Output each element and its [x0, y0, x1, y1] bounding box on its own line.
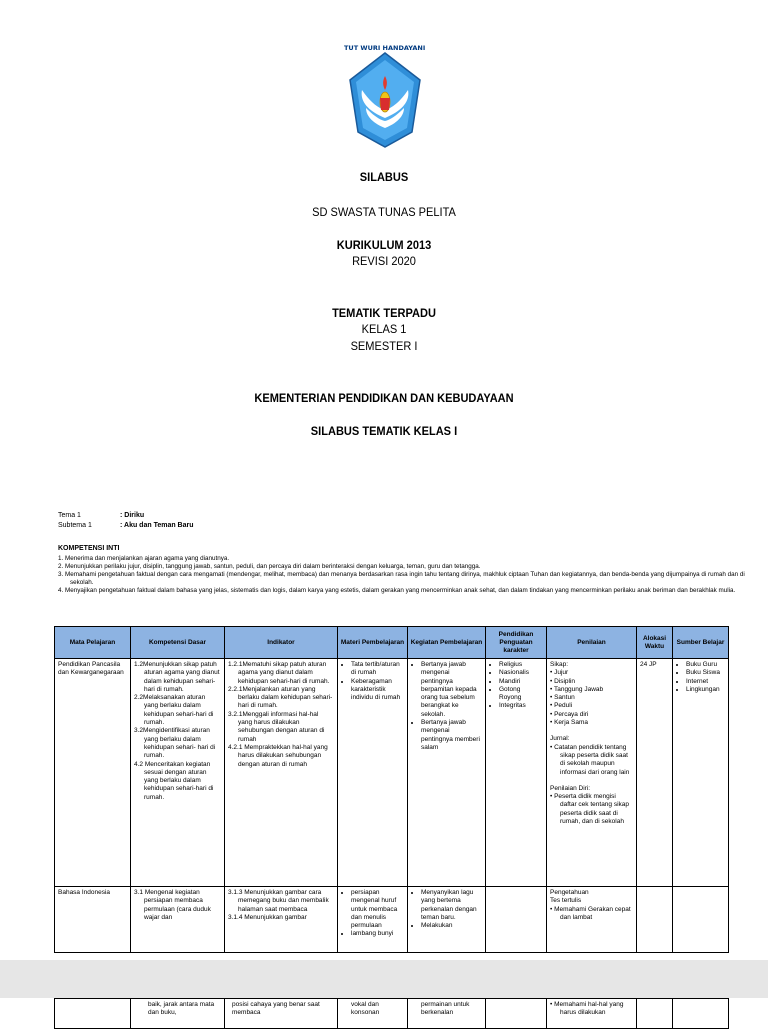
kd-cell: 3.1 Mengenal kegiatan persiapan membaca permulaan (cara duduk wajar dan — [131, 887, 225, 953]
indikator-cell: 1.2.1Mematuhi sikap patuh aturan agama yang dianut dalam kehidupan sehari-hari di rumah. 2.2.1Menjalankan aturan yang berlaku dalam kehidupan sehari-hari di rumah. 3.2.1Menggali informasi hal-hal yang harus dilakukan sehubungan dengan aturan di rumah 4.2.1 Mempraktekkan hal-hal yang harus dilakukan sehubungan dengan aturan di rumah — [225, 659, 338, 887]
curriculum-label: KURIKULUM 2013 — [336, 238, 432, 252]
mapel-cell — [55, 999, 131, 1029]
document-page-2 — [0, 998, 768, 1024]
ki-item: 1. Menerima dan menjalankan ajaran agama yang dianutnya. — [58, 555, 230, 562]
materi-cell: • persiapan mengenal huruf untuk membaca dan menulis permulaan • lambang bunyi — [338, 887, 408, 953]
theme-type-label: TEMATIK TERPADU — [332, 306, 436, 320]
karakter-cell — [486, 999, 547, 1029]
syllabus-table-continued — [54, 998, 729, 1029]
revision-label: REVISI 2020 — [352, 254, 416, 268]
indikator-cell: 3.1.3 Menunjukkan gambar cara memegang buku dan membalik halaman saat membaca 3.1.4 Menunjukkan gambar — [225, 887, 338, 953]
col-header: Mata Pelajaran — [55, 627, 131, 659]
karakter-cell: • Religius • Nasionalis • Mandiri • Gotong Royong • Integritas — [486, 659, 547, 887]
sumber-cell — [673, 999, 729, 1029]
col-header: Indikator — [225, 627, 338, 659]
materi-cell: • Tata tertib/aturan di rumah • Keberagaman karakteristik individu di rumah — [338, 659, 408, 887]
document-title: SILABUS — [359, 170, 409, 184]
subtema-row — [58, 522, 194, 529]
subtema-value: : Aku dan Teman Baru — [120, 522, 194, 529]
page-separator — [0, 960, 768, 998]
karakter-cell — [486, 887, 547, 953]
logo-motto: TUT WURI HANDAYANI — [344, 44, 426, 52]
tut-wuri-handayani-emblem-icon — [344, 44, 426, 150]
tema-value: : Diriku — [120, 512, 145, 519]
kegiatan-cell: • Bertanya jawab mengenai pentingnya berpamitan kepada orang tua sebelum berangkat ke sekolah. • Bertanya jawab mengenai pentingnya memberi salam — [408, 659, 486, 887]
syllabus-table — [54, 626, 729, 953]
kd-cell: 1.2Menunjukkan sikap patuh aturan agama yang dianut dalam kehidupan sehari-hari di rumah. 2.2Melaksanakan aturan yang berlaku dalam kehidupan sehari-hari di rumah. 3.2Mengidentifikasi aturan yang berlaku dalam kehidupan sehari- hari di rumah. 4.2 Menceritakan kegiatan sesuai dengan aturan yang berlaku dalam kehidupan sehari-hari di rumah. — [131, 659, 225, 887]
table-row — [55, 659, 729, 887]
sumber-cell — [673, 887, 729, 953]
alokasi-cell — [637, 999, 673, 1029]
kompetensi-inti-list — [58, 555, 748, 595]
kegiatan-cell: • Menyanyikan lagu yang bertema perkenalan dengan teman baru. • Melakukan — [408, 887, 486, 953]
indikator-cell: posisi cahaya yang benar saat membaca — [225, 999, 338, 1029]
tema-label: Tema 1 — [58, 512, 81, 519]
alokasi-cell — [637, 887, 673, 953]
subtitle-label: SILABUS TEMATIK KELAS I — [310, 424, 458, 438]
ministry-label: KEMENTERIAN PENDIDIKAN DAN KEBUDAYAAN — [254, 391, 514, 405]
grade-label: KELAS 1 — [361, 322, 407, 336]
col-header: Alokasi Waktu — [637, 627, 673, 659]
kompetensi-inti-title: KOMPETENSI INTI — [58, 545, 120, 552]
table-header-row — [55, 627, 729, 659]
mapel-cell: Pendidikan Pancasila dan Kewarganegaraan — [55, 659, 131, 887]
col-header: Kegiatan Pembelajaran — [408, 627, 486, 659]
table-row — [55, 999, 729, 1029]
col-header: Kompetensi Dasar — [131, 627, 225, 659]
ki-item: 2. Menunjukkan perilaku jujur, disiplin, tanggung jawab, santun, peduli, dan percaya diri dalam berinteraksi dengan keluarga, teman, guru dan tetangga. — [58, 563, 481, 570]
penilaian-cell: Pengetahuan Tes tertulis • Memahami Gerakan cepat dan lambat — [547, 887, 637, 953]
col-header: Materi Pembelajaran — [338, 627, 408, 659]
col-header: Sumber Belajar — [673, 627, 729, 659]
kd-cell: baik, jarak antara mata dan buku, — [131, 999, 225, 1029]
semester-label: SEMESTER I — [350, 339, 418, 353]
col-header: Penilaian — [547, 627, 637, 659]
ki-item: 3. Memahami pengetahuan faktual dengan cara mengamati (mendengar, melihat, membaca) dan menanya berdasarkan rasa ingin tahu tentang dirinya, makhluk ciptaan Tuhan dan kegiatannya, dan benda-benda yang dijumpainya di rumah dan di sekolah. — [58, 571, 745, 586]
alokasi-cell: 24 JP — [637, 659, 673, 887]
subtema-label: Subtema 1 — [58, 522, 92, 529]
table-row — [55, 887, 729, 953]
penilaian-cell: Sikap: • Jujur • Disiplin • Tanggung Jawab • Santun • Peduli • Percaya diri • Kerja Sama Jurnal: • Catatan pendidik tentang sikap peserta didik saat di sekolah maupun informasi dari orang lain Penilaian Diri: • Peserta didik mengisi daftar cek tentang sikap peserta didik saat di rumah, dan di sekolah — [547, 659, 637, 887]
penilaian-cell: • Memahami hal-hal yang harus dilakukan — [547, 999, 637, 1029]
mapel-cell: Bahasa Indonesia — [55, 887, 131, 953]
kegiatan-cell: permainan untuk berkenalan — [408, 999, 486, 1029]
sumber-cell: • Buku Guru • Buku Siswa • Internet • Lingkungan — [673, 659, 729, 887]
tema-row — [58, 512, 144, 519]
materi-cell: vokal dan konsonan — [338, 999, 408, 1029]
school-name: SD SWASTA TUNAS PELITA — [312, 205, 456, 219]
col-header: Pendidikan Penguatan karakter — [486, 627, 547, 659]
ki-item: 4. Menyajikan pengetahuan faktual dalam bahasa yang jelas, sistematis dan logis, dalam karya yang estetis, dalam gerakan yang mencerminkan anak sehat, dan dalam tindakan yang mencerminkan perilaku anak beriman dan berakhlak mulia. — [58, 587, 736, 594]
